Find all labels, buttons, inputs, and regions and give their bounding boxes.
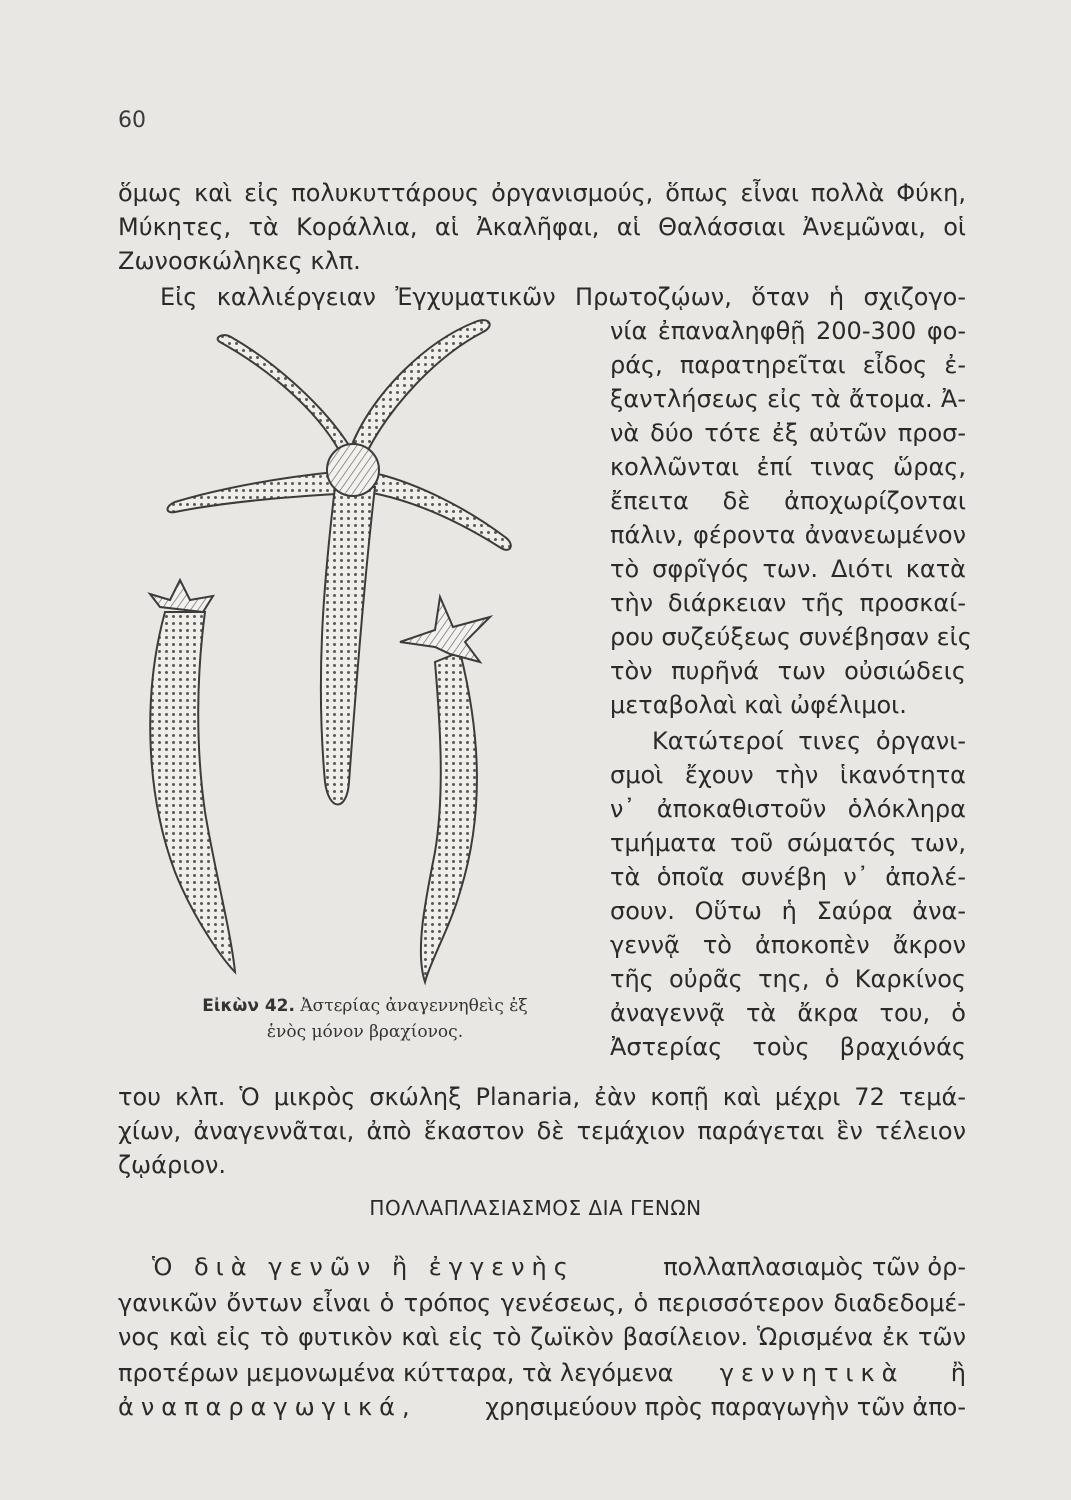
text-line: Ἀστερίας τοὺς βραχιόνάς <box>610 1033 966 1061</box>
text-line: νία ἐπαναληφθῇ 200-300 φο- <box>610 317 966 345</box>
text-line: ζῳάριον. <box>118 1151 227 1179</box>
text-line: τῆς οὐρᾶς της, ὁ Καρκίνος <box>610 965 966 993</box>
figure-caption <box>130 993 600 1045</box>
text-line: σουν. Οὕτω ἡ Σαύρα ἀνα- <box>610 897 966 925</box>
text-line: κολλῶνται ἐπί τινας ὥρας, <box>610 453 966 481</box>
text-span: προτέρων μεμονωμένα κύτταρα, τὰ λεγόμενα <box>118 1359 674 1387</box>
section-heading: ΠΟΛΛΑΠΛΑΣΙΑΣΜΟΣ ΔΙΑ ΓΕΝΩΝ <box>369 1196 702 1220</box>
text-line: τὴν διάρκειαν τῆς προσκαί- <box>610 589 966 617</box>
text-line: Μύκητες, τὰ Κοράλλια, αἱ Ἀκαλῆφαι, αἱ Θαλάσσιαι Ἀνεμῶναι, οἱ <box>118 213 966 241</box>
text-line: ἀναγεννᾷ τὰ ἄκρα του, ὁ <box>610 999 966 1027</box>
text-line: νὰ δύο τότε ἐξ αὐτῶν προσ- <box>610 419 966 447</box>
text-line: ξαντλήσεως εἰς τὰ ἄτομα. Ἀ- <box>610 385 966 413</box>
figure-label: Εἰκὼν 42. <box>202 996 295 1016</box>
text-line <box>118 1356 966 1390</box>
text-line: Ζωνοσκώληκες κλπ. <box>118 247 361 275</box>
text-line: γανικῶν ὄντων εἶναι ὁ τρόπος γενέσεως, ὁ περισσότερον διαδεδομέ- <box>118 1289 966 1317</box>
starfish-illustration <box>135 312 605 1002</box>
text-line: χίων, ἀναγεννᾶται, ἀπὸ ἕκαστον δὲ τεμάχιον παράγεται ἓν τέλειον <box>118 1117 966 1145</box>
text-line: πάλιν, φέροντα ἀνανεωμένον <box>610 521 966 549</box>
text-line: ν᾽ ἀποκαθιστοῦν ὁλόκληρα <box>610 795 966 823</box>
text-span: ἢ <box>950 1359 966 1387</box>
text-line: ὅμως καὶ εἰς πολυκυττάρους ὀργανισμούς, ὅπως εἶναι πολλὰ Φύκη, <box>118 179 966 207</box>
text-span: πολλαπλασιαμὸς τῶν ὀρ- <box>663 1253 966 1281</box>
text-line <box>118 1390 966 1424</box>
text-line: Εἰς καλλιέργειαν Ἐγχυματικῶν Πρωτοζῴων, ὅταν ἡ σχιζογο- <box>160 283 966 311</box>
spaced-term: ἀναπαραγωγικά, <box>118 1393 417 1421</box>
text-line: τὸν πυρῆνά των οὐσιώδεις <box>610 657 966 685</box>
text-line: Κατώτεροί τινες ὀργανι- <box>652 727 966 755</box>
caption-line-2: ἑνὸς μόνον βραχίονος. <box>266 1022 464 1042</box>
text-line: ρου συζεύξεως συνέβησαν εἰς <box>610 623 972 651</box>
caption-line-1: Ἀστερίας ἀναγεννηθεὶς ἐξ <box>300 996 528 1016</box>
text-line: μεταβολαὶ καὶ ὠφέλιμοι. <box>610 691 907 719</box>
text-line: νος καὶ εἰς τὸ φυτικὸν καὶ εἰς τὸ ζωϊκὸν βασίλειον. Ὡρισμένα ἐκ τῶν <box>118 1323 966 1351</box>
text-line: σμοὶ ἔχουν τὴν ἱκανότητα <box>610 761 966 789</box>
text-line <box>152 1250 966 1284</box>
spaced-term: γεννητικὰ <box>719 1359 905 1387</box>
text-line: τμήματα τοῦ σώματός των, <box>610 829 966 857</box>
left-starfish <box>150 580 235 972</box>
text-line: τὸ σφρῖγός των. Διότι κατὰ <box>610 555 966 583</box>
spaced-term: Ὁ διὰ γενῶν ἢ ἐγγενὴς <box>152 1253 575 1281</box>
text-span: χρησιμεύουν πρὸς παραγωγὴν τῶν ἀπο- <box>485 1393 966 1421</box>
text-line: του κλπ. Ὁ μικρὸς σκώληξ Planaria, ἐὰν κοπῇ καὶ μέχρι 72 τεμά- <box>118 1083 966 1111</box>
right-starfish <box>400 597 490 982</box>
text-line: ράς, παρατηρεῖται εἶδος ἐ- <box>610 351 966 379</box>
text-line: γεννᾷ τὸ ἀποκοπὲν ἄκρον <box>610 931 966 959</box>
page-number: 60 <box>118 108 146 133</box>
text-line: ἔπειτα δὲ ἀποχωρίζονται <box>610 487 966 515</box>
text-line: τὰ ὁποῖα συνέβη ν᾽ ἀπολέ- <box>610 863 966 891</box>
